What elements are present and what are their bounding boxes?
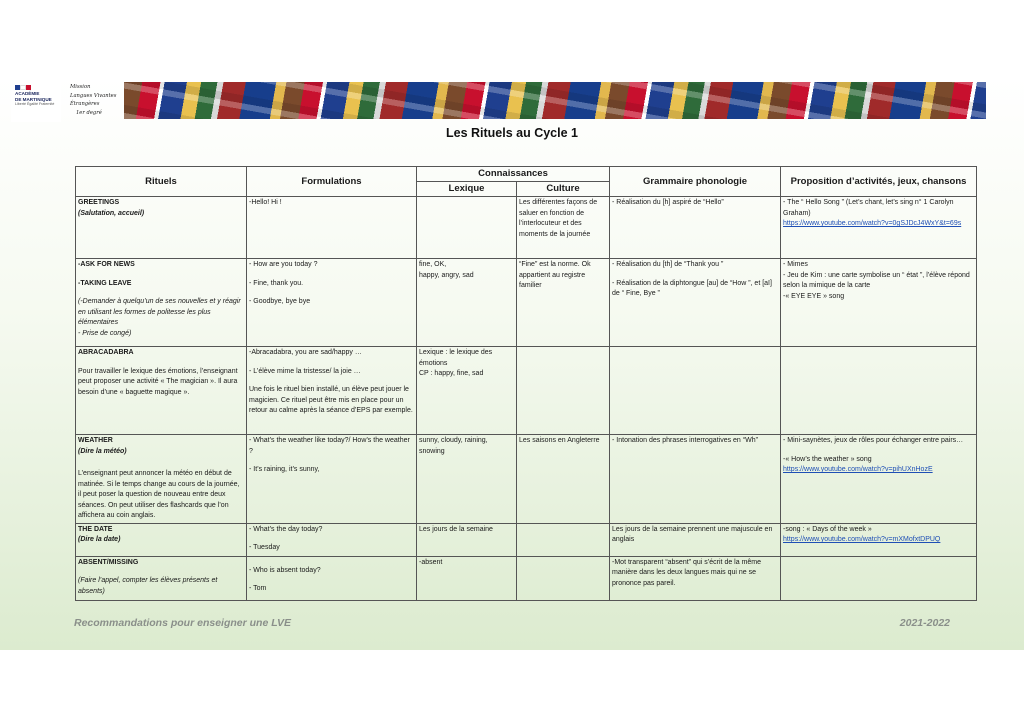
lexicon-item: happy, angry, sad (419, 271, 474, 279)
ritual-title: WEATHER (78, 437, 113, 444)
cell-culture: “Fine” est la norme. Ok appartient au registre familier (517, 259, 610, 347)
table-row (76, 556, 977, 600)
mission-label (70, 83, 116, 117)
cell-grammaire: Les jours de la semaine prennent une majuscule en anglais (610, 523, 781, 556)
cell-proposition (781, 259, 977, 347)
logo-line2: DE MARTINIQUE (15, 97, 52, 102)
phrase: - What’s the weather like today?/ How’s the weather ? (249, 437, 410, 455)
youtube-link[interactable]: https://www.youtube.com/watch?v=0gSJDcJ4WxY&t=69s (783, 220, 962, 227)
logo-line1: ACADÉMIE (15, 91, 40, 96)
ritual-description: L’enseignant peut annoncer la météo en début de matinée. Si le temps change au cours de la journée, il peut poser la question de nouveau entre deux séances. On peut utiliser des flashcards que l’on affichera au coin anglais. (78, 470, 240, 519)
ritual-title: -ASK FOR NEWS (78, 261, 135, 268)
cell-proposition (781, 347, 977, 435)
ritual-title: -TAKING LEAVE (78, 279, 132, 287)
phrase: - Who is absent today? (249, 566, 321, 574)
table-row (76, 523, 977, 556)
header-rituels: Rituels (76, 167, 247, 197)
header-connaissances: Connaissances (417, 167, 610, 182)
ritual-description: (-Demander à quelqu’un de ses nouvelles et y réagir en utilisant les formes de politesse les plus élémentaires (78, 298, 241, 326)
table-row (76, 347, 977, 435)
table-row (76, 259, 977, 347)
cell-proposition (781, 197, 977, 259)
academy-logo (11, 82, 61, 122)
rituals-table (75, 166, 977, 601)
phrase: - How are you today ? (249, 261, 318, 268)
lexicon-item: fine, OK, (419, 261, 447, 268)
logo-motto: Liberté Égalité Fraternité (15, 102, 55, 106)
cell-lexique (417, 259, 517, 347)
cell-grammaire: - Intonation des phrases interrogatives en “Wh” (610, 435, 781, 524)
cell-culture (517, 556, 610, 600)
phrase: - What’s the day today? (249, 525, 323, 533)
ritual-description: Pour travailler le lexique des émotions, l’enseignant peut proposer une activité « The magician ». Il aura besoin d’une « baguette magique ». (78, 367, 238, 396)
cell-lexique (417, 197, 517, 259)
cell-formulation: -Hello! Hi ! (247, 197, 417, 259)
activity-text: -« EYE EYE » song (783, 292, 845, 300)
phrase: - It’s raining, it’s sunny, (249, 466, 320, 473)
header-grammaire: Grammaire phonologie (610, 167, 781, 197)
cell-rituel (76, 197, 247, 259)
cell-rituel (76, 523, 247, 556)
header-formulations: Formulations (247, 167, 417, 197)
cell-rituel (76, 435, 247, 524)
lexicon-item: CP : happy, fine, sad (419, 370, 484, 377)
ritual-title: ABSENT/MISSING (78, 558, 139, 566)
ritual-title: ABRACADABRA (78, 349, 134, 356)
cell-grammaire: - Réalisation du [h] aspiré de “Hello” (610, 197, 781, 259)
ritual-title: GREETINGS (78, 199, 120, 206)
grammar-point: - Réalisation de la diphtongue [au] de “How ”, et [aï] de “ Fine, Bye ” (612, 279, 772, 297)
ritual-description: - Prise de congé) (78, 329, 132, 337)
youtube-link[interactable]: https://www.youtube.com/watch?v=mXMofxtDPUQ (783, 536, 941, 543)
cell-formulation (247, 435, 417, 524)
activity-text: - Jeu de Kim : une carte symbolise un “ état ”, l’élève répond selon la mimique de la carte (783, 271, 970, 289)
phrase: - L’élève mime la tristesse/ la joie … (249, 367, 361, 375)
cell-culture: Les différentes façons de saluer en fonction de l’interlocuteur et des moments de la journée (517, 197, 610, 259)
cell-grammaire: -Mot transparent “absent” qui s’écrit de la même manière dans les deux langues mais qui ne se prononce pas pareil. (610, 556, 781, 600)
cell-formulation (247, 259, 417, 347)
cell-grammaire (610, 347, 781, 435)
header-lexique: Lexique (417, 182, 517, 197)
page-title: Les Rituels au Cycle 1 (445, 126, 578, 140)
cell-proposition (781, 523, 977, 556)
header-proposition: Proposition d’activités, jeux, chansons (781, 167, 977, 197)
ritual-subtitle: (Dire la météo) (78, 447, 127, 455)
footer-year: 2021-2022 (899, 617, 950, 629)
phrase: Une fois le rituel bien installé, un élève peut jouer le magicien. Ce rituel peut être mis en place pour un retour au calme après la séance d’EPS par exemple. (249, 386, 413, 414)
phrase: - Tom (249, 585, 267, 592)
mission-line: Étrangères (70, 101, 100, 107)
mission-line: Mission (70, 84, 91, 90)
phrase: -Abracadabra, you are sad/happy … (249, 349, 362, 356)
mission-line: Langues Vivantes (70, 92, 117, 99)
cell-culture (517, 347, 610, 435)
cell-grammaire (610, 259, 781, 347)
cell-rituel (76, 556, 247, 600)
ritual-description: (Faire l’appel, compter les élèves présents et absents) (78, 577, 218, 595)
footer-left-text: Recommandations pour enseigner une LVE (74, 617, 292, 629)
grammar-point: - Réalisation du [th] de “Thank you ” (612, 261, 724, 268)
cell-culture: Les saisons en Angleterre (517, 435, 610, 524)
cell-lexique: sunny, cloudy, raining, snowing (417, 435, 517, 524)
mission-line: 1er degré (76, 109, 102, 116)
cell-proposition (781, 435, 977, 524)
ritual-subtitle: (Salutation, accueil) (78, 209, 145, 217)
activity-text: - Mini-saynètes, jeux de rôles pour échanger entre pairs… (783, 437, 964, 444)
table-row (76, 435, 977, 524)
flags-banner-image (124, 82, 986, 119)
header-row (76, 167, 977, 182)
cell-culture (517, 523, 610, 556)
ritual-title: THE DATE (78, 525, 113, 533)
phrase: - Tuesday (249, 544, 280, 551)
cell-lexique: -absent (417, 556, 517, 600)
cell-lexique: Les jours de la semaine (417, 523, 517, 556)
cell-lexique (417, 347, 517, 435)
activity-text: - Mimes (783, 261, 808, 268)
republic-flag-icon (15, 85, 31, 90)
cell-rituel (76, 347, 247, 435)
table-row (76, 197, 977, 259)
cell-formulation (247, 347, 417, 435)
cell-proposition (781, 556, 977, 600)
cell-formulation (247, 556, 417, 600)
header-culture: Culture (517, 182, 610, 197)
youtube-link[interactable]: https://www.youtube.com/watch?v=pihUXnHozE (783, 466, 933, 473)
cell-formulation (247, 523, 417, 556)
activity-text: -« How’s the weather » song (783, 455, 872, 463)
cell-rituel (76, 259, 247, 347)
phrase: - Fine, thank you. (249, 279, 304, 287)
ritual-subtitle: (Dire la date) (78, 536, 121, 543)
activity-text: -song : « Days of the week » (783, 525, 872, 533)
phrase: - Goodbye, bye bye (249, 298, 311, 305)
lexicon-item: Lexique : le lexique des émotions (419, 349, 493, 367)
activity-text: - The “ Hello Song ” (Let’s chant, let’s sing n° 1 Carolyn Graham) (783, 199, 954, 217)
